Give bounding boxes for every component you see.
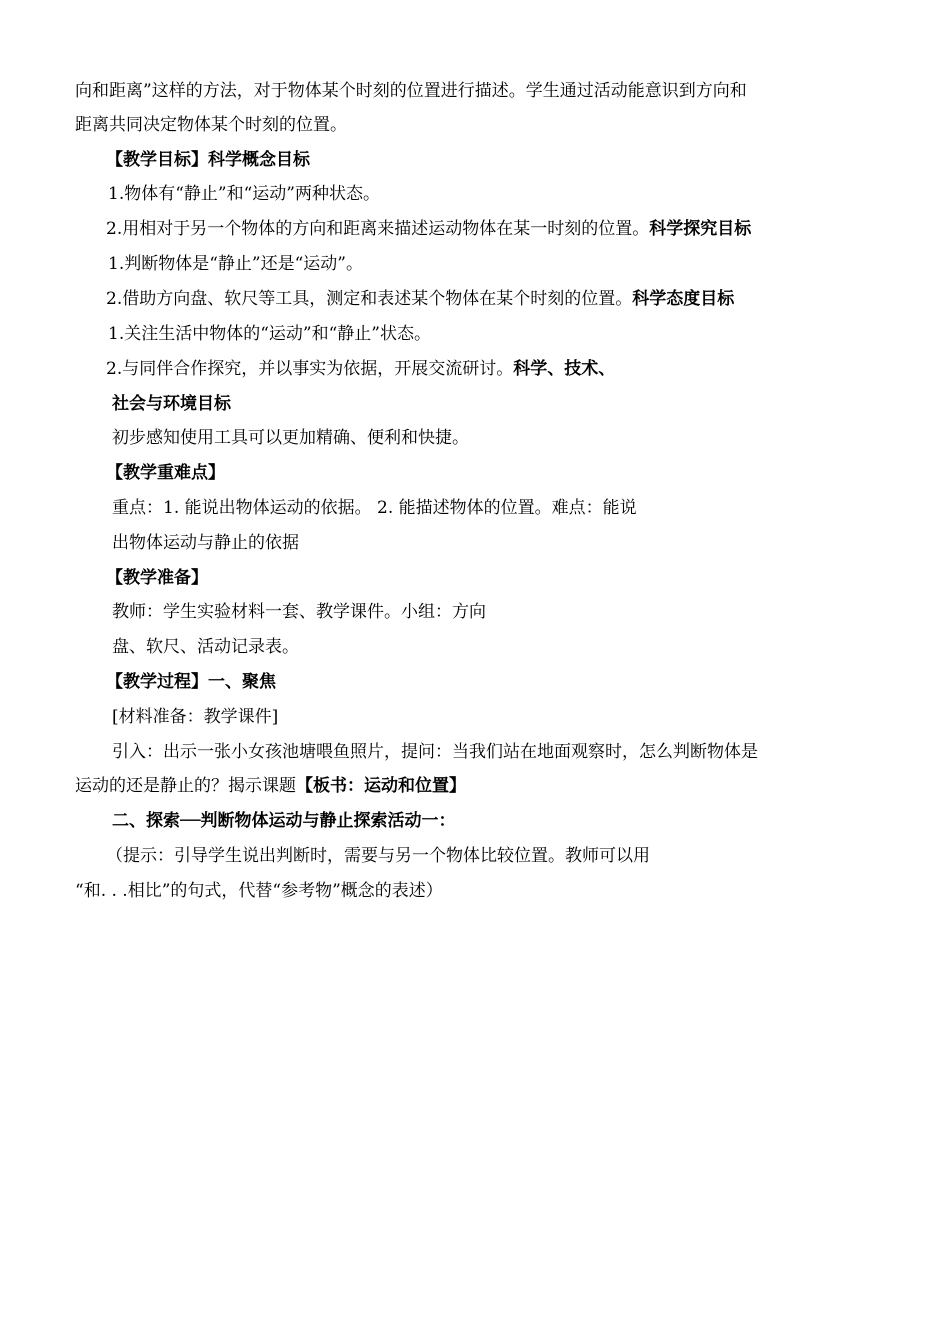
preparation-line-1: 教师：学生实验材料一套、教学课件。小组：方向 bbox=[112, 602, 486, 622]
attitude-objective-1: 1.关注生活中物体的“运动”和“静止”状态。 bbox=[108, 324, 431, 344]
attitude-objective-2-row bbox=[106, 358, 615, 380]
explore-heading: 二、探索──判断物体运动与静止探索活动一： bbox=[112, 811, 456, 831]
concept-objective-1: 1.物体有“静止”和“运动”两种状态。 bbox=[108, 184, 380, 204]
preparation-heading: 【教学准备】 bbox=[106, 568, 208, 588]
concept-objective-2: 2.用相对于另一个物体的方向和距离来描述运动物体在某一时刻的位置。 bbox=[106, 219, 650, 239]
hint-line-2: “和. . .相比”的句式，代替“参考物”概念的表述） bbox=[75, 881, 443, 901]
sts-objective-1: 初步感知使用工具可以更加精确、便利和快捷。 bbox=[112, 428, 469, 448]
concept-objective-2-row bbox=[106, 218, 751, 240]
sts-heading-part-b: 社会与环境目标 bbox=[112, 394, 231, 414]
lesson-intro-line-1: 引入：出示一张小女孩池塘喂鱼照片，提问：当我们站在地面观察时，怎么判断物体是 bbox=[112, 742, 758, 762]
lesson-intro-line-2 bbox=[75, 775, 466, 797]
attitude-objectives-heading: 科学态度目标 bbox=[632, 289, 735, 309]
inquiry-objective-2-row bbox=[106, 288, 734, 310]
intro-line-1: 向和距离”这样的方法，对于物体某个时刻的位置进行描述。学生通过活动能意识到方向和 bbox=[75, 81, 747, 101]
inquiry-objective-1: 1.判断物体是“静止”还是“运动”。 bbox=[108, 254, 363, 274]
intro-line-2: 距离共同决定物体某个时刻的位置。 bbox=[75, 115, 347, 135]
hint-line-1: （提示：引导学生说出判断时，需要与另一个物体比较位置。教师可以用 bbox=[106, 846, 650, 866]
keypoints-line-1: 重点：1. 能说出物体运动的依据。 2. 能描述物体的位置。难点：能说 bbox=[112, 498, 637, 518]
inquiry-objectives-heading: 科学探究目标 bbox=[649, 219, 752, 239]
inquiry-objective-2: 2.借助方向盘、软尺等工具，测定和表述某个物体在某个时刻的位置。 bbox=[106, 289, 633, 309]
objectives-heading: 【教学目标】科学概念目标 bbox=[106, 150, 310, 170]
keypoints-heading: 【教学重难点】 bbox=[106, 463, 225, 483]
preparation-line-2: 盘、软尺、活动记录表。 bbox=[112, 637, 299, 657]
materials-note: [材料准备：教学课件] bbox=[112, 707, 279, 727]
attitude-objective-2: 2.与同伴合作探究，并以事实为依据，开展交流研讨。 bbox=[106, 359, 514, 379]
process-heading: 【教学过程】一、聚焦 bbox=[106, 672, 276, 692]
blackboard-title: 【板书：运动和位置】 bbox=[296, 776, 466, 796]
keypoints-line-2: 出物体运动与静止的依据 bbox=[112, 533, 299, 553]
sts-heading-part-a: 科学、技术、 bbox=[513, 359, 616, 379]
lesson-intro-text: 运动的还是静止的？揭示课题 bbox=[75, 776, 296, 796]
